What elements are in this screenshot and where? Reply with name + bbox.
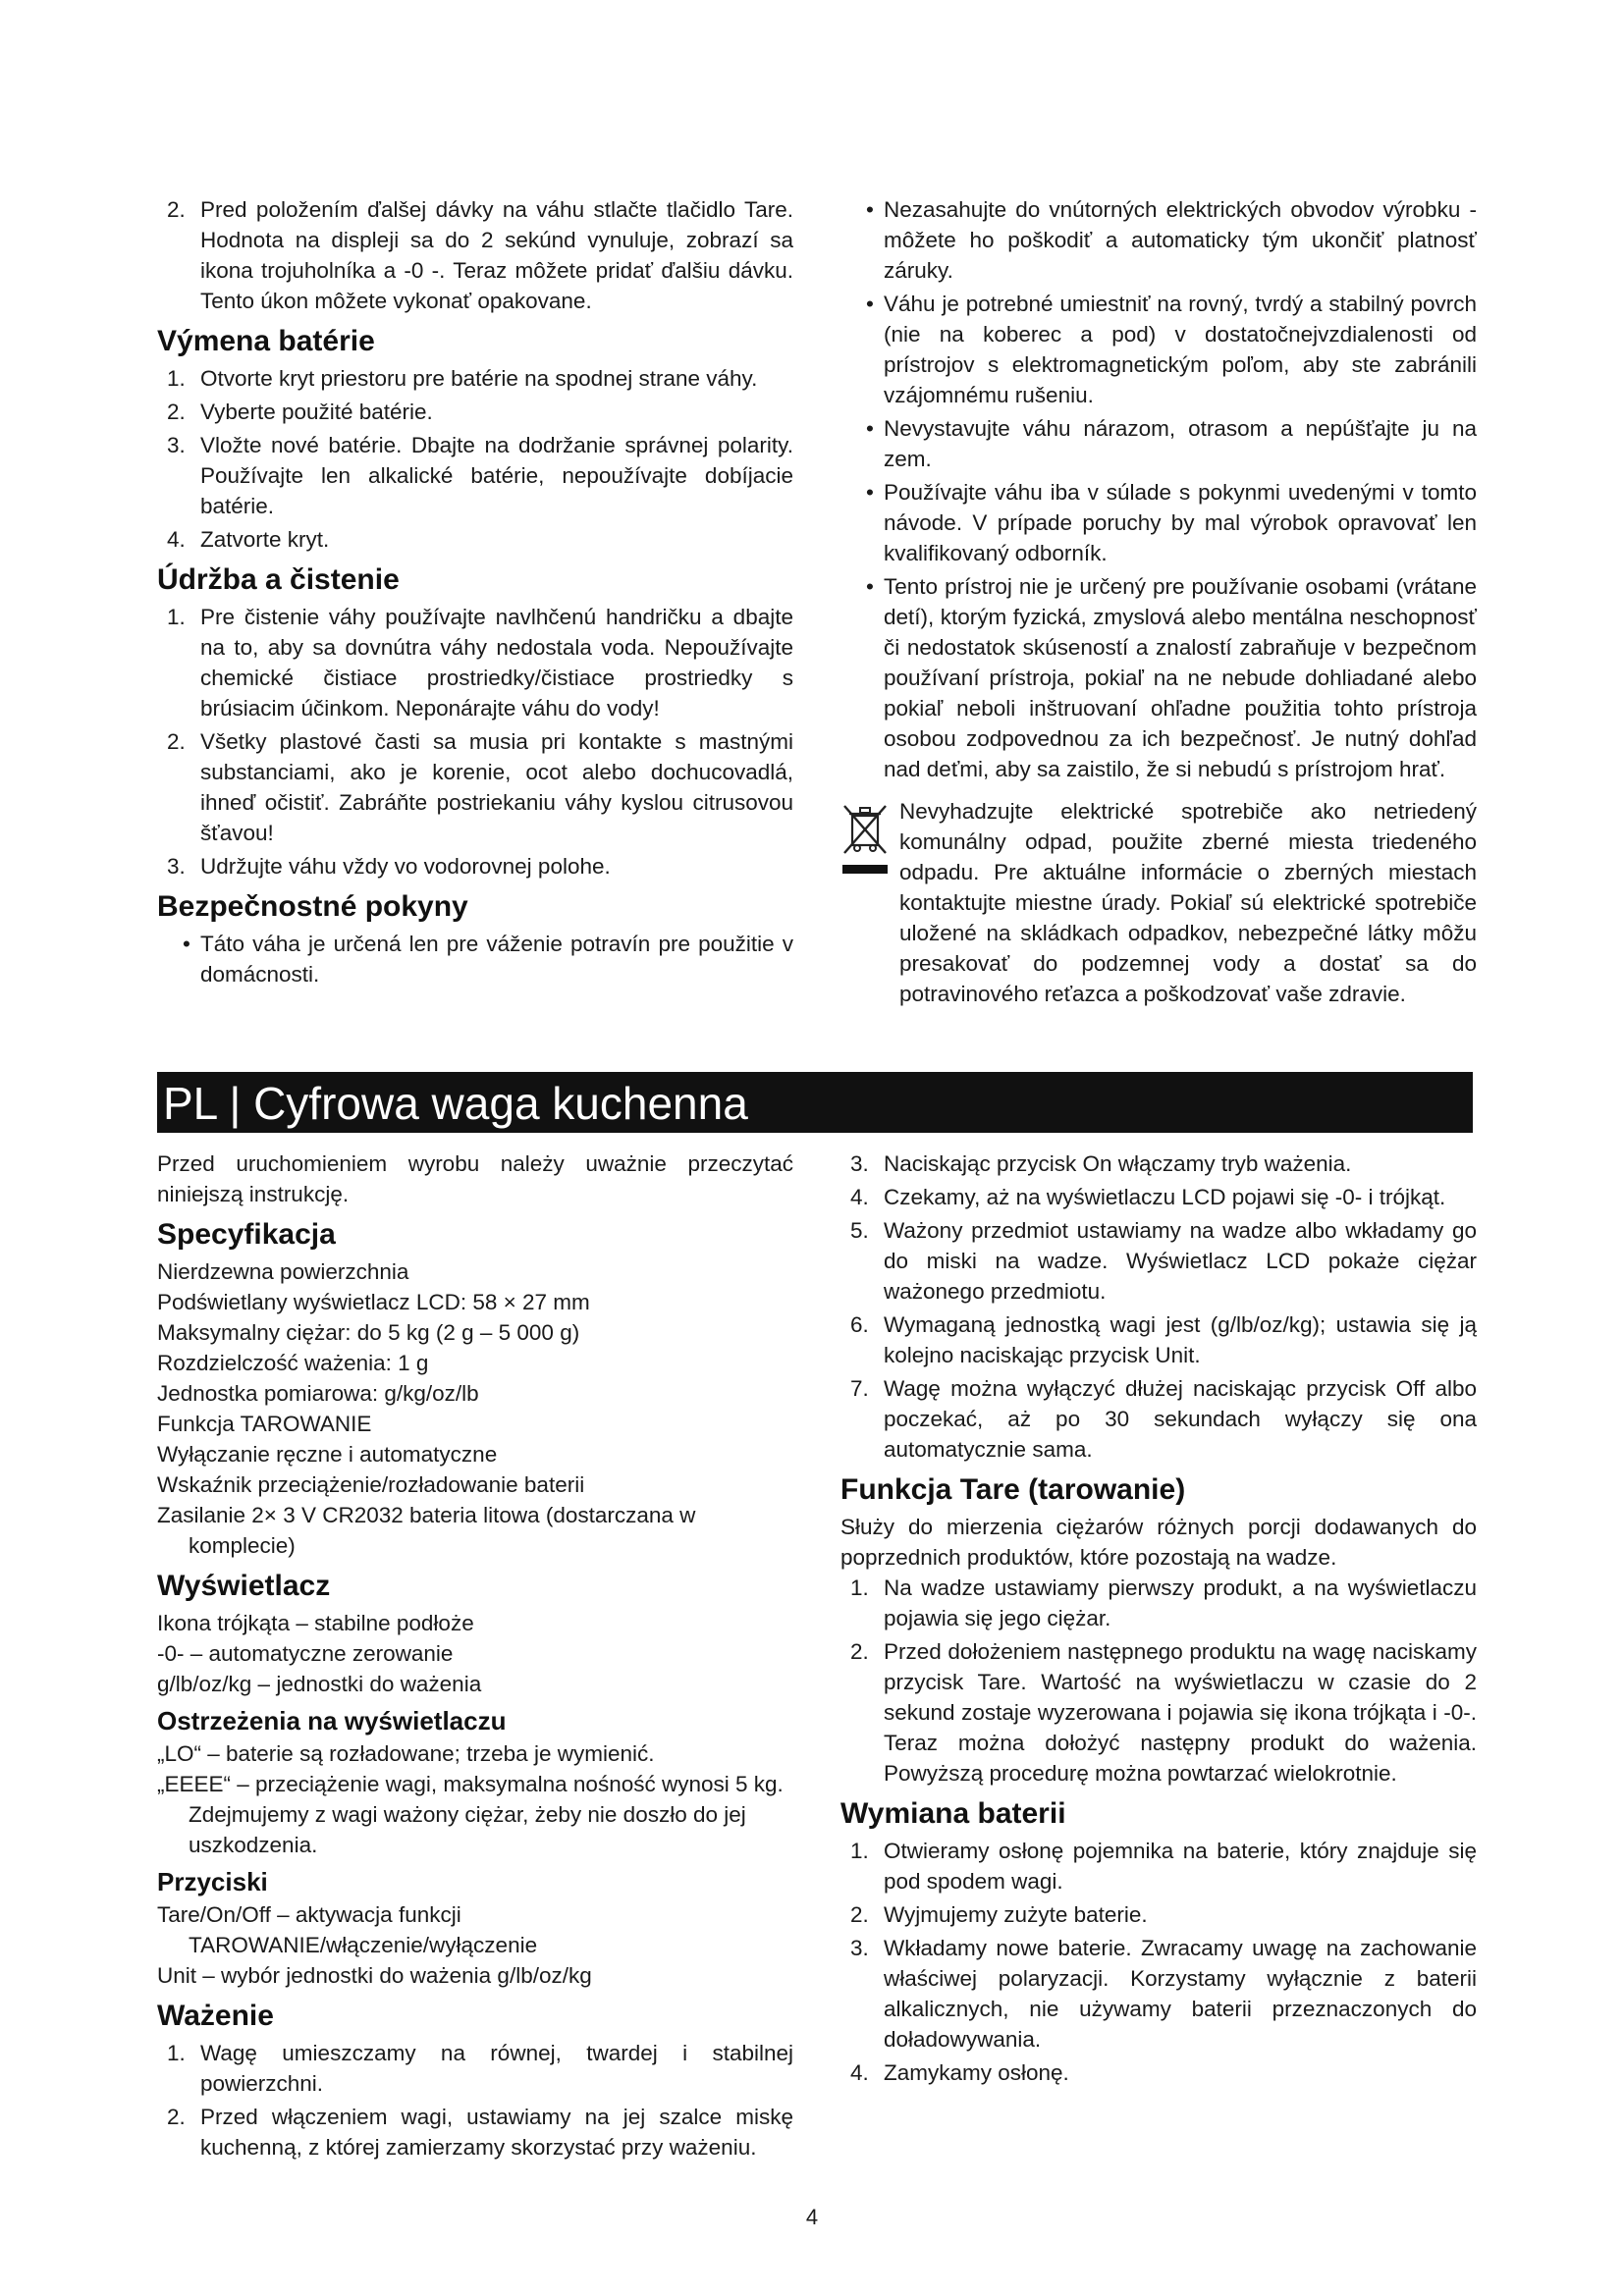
list-item: • Tento prístroj nie je určený pre používanie osobami (vrátane detí), ktorým fyzická, zmyslová alebo mentálna neschopnosť či nedostatok skúseností a znalostí zabraňuje v bezpečnom používaní prístroja, pokiaľ na ne nebude dohliadané alebo pokiaľ neboli inštruovaní ohľadne použitia tohto prístroja osobou zodpovednou za ich bezpečnosť. Je nutný dohľad nad deťmi, aby sa zaistilo, že si nebudú s prístrojom hrať. [866, 574, 1477, 781]
spec-line: Nierdzewna powierzchnia [157, 1259, 409, 1284]
pl-tare-heading: Funkcja Tare (tarowanie) [840, 1473, 1186, 1506]
page-number: 4 [805, 2205, 819, 2229]
list-item: 1. Wagę umieszczamy na równej, twardej i stabilnej powierzchni. [167, 2041, 793, 2096]
warning-line: „LO“ – baterie są rozładowane; trzeba je wymienić. [157, 1741, 655, 1766]
display-line: g/lb/oz/kg – jednostki do ważenia [157, 1672, 482, 1696]
spec-line: Jednostka pomiarowa: g/kg/oz/lb [157, 1381, 479, 1406]
sk-battery-heading: Výmena batérie [157, 325, 375, 357]
list-item: 4. Zatvorte kryt. [167, 527, 330, 552]
sk-safety-list-left [157, 929, 793, 989]
sk-left-column [157, 194, 793, 992]
pl-warnings-list [157, 1738, 793, 1860]
list-item: 1. Otwieramy osłonę pojemnika na baterie, który znajduje się pod spodem wagi. [850, 1839, 1477, 1894]
list-item: • Používajte váhu iba v súlade s pokynmi uvedenými v tomto návode. V prípade poruchy by mal výrobok opravovať len kvalifikovaný odborník. [866, 480, 1477, 565]
banner-title: PL | Cyfrowa waga kuchenna [163, 1078, 748, 1129]
list-item: 1. Na wadze ustawiamy pierwszy produkt, a na wyświetlaczu pojawia się jego ciężar. [850, 1575, 1477, 1630]
spec-line: Funkcja TAROWANIE [157, 1412, 372, 1436]
spec-line: Rozdzielczość ważenia: 1 g [157, 1351, 429, 1375]
pl-battery-list [840, 1836, 1477, 2088]
sk-maintenance-heading: Údržba a čistenie [157, 563, 400, 596]
pl-spec-heading: Specyfikacja [157, 1218, 336, 1251]
pl-buttons-heading: Przyciski [157, 1867, 268, 1896]
sk-tare-list [157, 194, 793, 316]
pl-weighing-heading: Ważenie [157, 2000, 274, 2032]
pl-section-banner [157, 1072, 1473, 1133]
warning-line: „EEEE“ – przeciążenie wagi, maksymalna nośność wynosi 5 kg. Zdejmujemy z wagi ważony ciężar, żeby nie doszło do jej uszkodzenia. [157, 1772, 784, 1857]
list-item: 3. Wkładamy nowe baterie. Zwracamy uwagę na zachowanie właściwej polaryzacji. Korzystamy wyłącznie z baterii alkalicznych, nie używamy baterii przeznaczonych do doładowywania. [850, 1936, 1477, 2052]
pl-tare-list [840, 1573, 1477, 1789]
list-item: 3. Udržujte váhu vždy vo vodorovnej polohe. [167, 854, 611, 879]
spec-line: Wyłączanie ręczne i automatyczne [157, 1442, 498, 1467]
spec-line: Maksymalny ciężar: do 5 kg (2 g – 5 000 g) [157, 1320, 580, 1345]
list-item: • Váhu je potrebné umiestniť na rovný, tvrdý a stabilný povrch (nie na koberec a pod) v dostatočnejvzdialenosti od prístrojov s elektromagnetickým poľom, aby ste zabránili vzájomnému rušeniu. [866, 292, 1477, 407]
list-item: • Táto váha je určená len pre váženie potravín pre použitie v domácnosti. [183, 932, 793, 987]
button-line: Unit – wybór jednostki do ważenia g/lb/oz/kg [157, 1963, 592, 1988]
weee-notice [840, 796, 1477, 1009]
pl-display-heading: Wyświetlacz [157, 1570, 331, 1602]
list-item: 1. Otvorte kryt priestoru pre batérie na spodnej strane váhy. [167, 366, 758, 391]
sk-safety-heading: Bezpečnostné pokyny [157, 890, 468, 923]
list-item: 6. Wymaganą jednostką wagi jest (g/lb/oz/kg); ustawia się ją kolejno naciskając przycisk Unit. [850, 1312, 1477, 1367]
pl-intro: Przed uruchomieniem wyrobu należy uważnie przeczytać niniejszą instrukcję. [157, 1151, 793, 1206]
spec-line: Podświetlany wyświetlacz LCD: 58 × 27 mm [157, 1290, 590, 1314]
weee-bin-icon [840, 800, 890, 877]
display-line: Ikona trójkąta – stabilne podłoże [157, 1611, 474, 1635]
pl-battery-heading: Wymiana baterii [840, 1797, 1066, 1830]
list-item: 2. Przed włączeniem wagi, ustawiamy na jej szalce miskę kuchenną, z której zamierzamy skorzystać przy ważeniu. [167, 2105, 793, 2160]
pl-warnings-heading: Ostrzeżenia na wyświetlaczu [157, 1706, 507, 1735]
list-item: 2. Przed dołożeniem następnego produktu na wagę naciskamy przycisk Tare. Wartość na wyświetlaczu w czasie do 2 sekund zostaje wyzerowana i pojawia się ikona trójkąta i -0-. Teraz można dołożyć następny produkt do ważenia. Powyższą procedurę można powtarzać wielokrotnie. [850, 1639, 1477, 1786]
pl-display-list [157, 1608, 793, 1699]
list-item: 2. Wyjmujemy zużyte baterie. [850, 1902, 1148, 1927]
list-item: 3. Vložte nové batérie. Dbajte na dodržanie správnej polarity. Používajte len alkalické batérie, nepoužívajte dobíjacie batérie. [167, 433, 793, 518]
list-item: 1. Pre čistenie váhy používajte navlhčenú handričku a dbajte na to, aby sa dovnútra váhy nedostala voda. Nepoužívajte chemické čistiace prostriedky/čistiace prostriedky s brúsiacim účinkom. Neponárajte váhu do vody! [167, 605, 793, 721]
list-item: 5. Ważony przedmiot ustawiamy na wadze albo wkładamy go do miski na wadze. Wyświetlacz LCD pokaże ciężar ważonego przedmiotu. [850, 1218, 1477, 1304]
pl-buttons-list [157, 1899, 793, 1991]
sk-right-column [840, 194, 1477, 1009]
pl-tare-intro: Służy do mierzenia ciężarów różnych porcji dodawanych do poprzednich produktów, które pozostają na wadze. [840, 1515, 1477, 1570]
list-item: 2. Všetky plastové časti sa musia pri kontakte s mastnými substanciami, ako je korenie, ocot alebo dochucovadlá, ihneď očistiť. Zabráňte postriekaniu váhy kyslou citrusovou šťavou! [167, 729, 793, 845]
pl-left-column [157, 1148, 793, 2165]
spec-line: Zasilanie 2× 3 V CR2032 bateria litowa (dostarczana w komplecie) [157, 1503, 696, 1558]
list-item: 2. Pred položením ďalšej dávky na váhu stlačte tlačidlo Tare. Hodnota na displeji sa do 2 sekúnd vynuluje, zobrazí sa ikona trojuholníka a -0 -. Teraz môžete pridať ďalšiu dávku. Tento úkon môžete vykonať opakovane. [167, 197, 793, 313]
sk-safety-list-right [840, 194, 1477, 784]
sk-maintenance-list [157, 602, 793, 881]
pl-weighing-list-left [157, 2038, 793, 2163]
spec-line: Wskaźnik przeciążenie/rozładowanie baterii [157, 1472, 585, 1497]
list-item: 3. Naciskając przycisk On włączamy tryb ważenia. [850, 1151, 1352, 1176]
display-line: -0- – automatyczne zerowanie [157, 1641, 454, 1666]
pl-spec-list [157, 1256, 793, 1561]
sk-battery-list [157, 363, 793, 555]
list-item: • Nezasahujte do vnútorných elektrických obvodov výrobku - môžete ho poškodiť a automaticky tým ukončiť platnosť záruky. [866, 197, 1477, 283]
weee-text: Nevyhadzujte elektrické spotrebiče ako netriedený komunálny odpad, použite zberné miesta triedeného odpadu. Pre aktuálne informácie o zberných miestach kontaktujte miestne úrady. Pokiaľ sú elektrické spotrebiče uložené na skládkach odpadkov, nebezpečné látky môžu presakovať do podzemnej vody a dostať sa do potravinového reťazca a poškodzovať vaše zdravie. [899, 799, 1477, 1006]
list-item: 4. Czekamy, aż na wyświetlaczu LCD pojawi się -0- i trójkąt. [850, 1185, 1446, 1209]
pl-right-column [840, 1148, 1477, 2091]
list-item: 7. Wagę można wyłączyć dłużej naciskając przycisk Off albo poczekać, aż po 30 sekundach wyłączy się ona automatycznie sama. [850, 1376, 1477, 1462]
pl-weighing-list-right [840, 1148, 1477, 1465]
list-item: 4. Zamykamy osłonę. [850, 2060, 1069, 2085]
list-item: 2. Vyberte použité batérie. [167, 400, 433, 424]
button-line: Tare/On/Off – aktywacja funkcji TAROWANIE/włączenie/wyłączenie [157, 1902, 538, 1957]
list-item: • Nevystavujte váhu nárazom, otrasom a nepúšťajte ju na zem. [866, 416, 1477, 471]
